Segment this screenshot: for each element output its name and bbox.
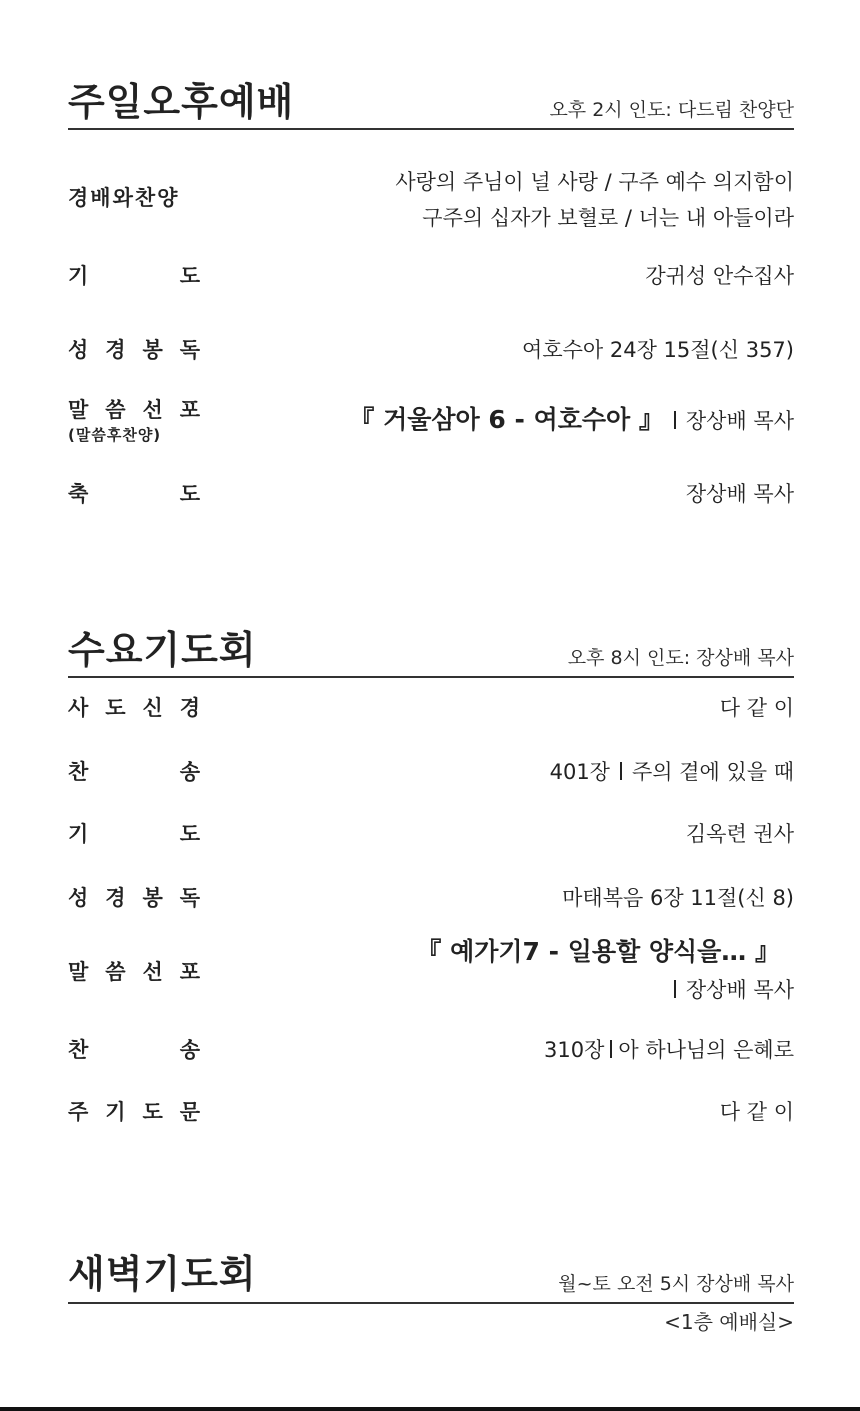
row-value: 김옥련 권사 bbox=[685, 822, 794, 846]
preacher: 장상배 목사 bbox=[685, 409, 794, 433]
row-label: 찬 송 bbox=[68, 760, 200, 784]
row-label: 기 도 bbox=[68, 264, 200, 288]
row-value: 다 같 이 bbox=[719, 1100, 794, 1124]
row-label: 찬 송 bbox=[68, 1038, 200, 1062]
hymn-title: 아 하나님의 은혜로 bbox=[618, 1038, 794, 1062]
row-label: 주 기 도 문 bbox=[68, 1100, 200, 1124]
row-label: 성 경 봉 독 bbox=[68, 886, 200, 910]
section-title: 주일오후예배 bbox=[68, 80, 295, 124]
value-line-1: 사랑의 주님이 널 사랑 / 구주 예수 의지함이 bbox=[395, 170, 794, 194]
sermon-title: 『 거울삼아 6 - 여호수아 』 bbox=[349, 405, 664, 434]
sermon-title: 『 예가기7 - 일용할 양식을… 』 bbox=[416, 937, 780, 966]
hymn-number: 310장 bbox=[543, 1038, 605, 1062]
hymn-title: 주의 곁에 있을 때 bbox=[631, 760, 794, 784]
separator bbox=[620, 762, 622, 780]
row-value: 장상배 목사 bbox=[685, 482, 794, 506]
row-label: 성 경 봉 독 bbox=[68, 338, 200, 362]
section-sunday-afternoon bbox=[68, 78, 794, 518]
row-value bbox=[416, 934, 780, 970]
hymn-number: 401장 bbox=[549, 760, 610, 784]
row-value bbox=[664, 972, 794, 1008]
separator bbox=[674, 411, 676, 429]
section-title: 수요기도회 bbox=[68, 628, 257, 672]
row-label: 말 씀 선 포 bbox=[68, 960, 200, 984]
divider bbox=[68, 128, 794, 130]
row-value bbox=[544, 1032, 794, 1068]
row-value: 다 같 이 bbox=[719, 696, 794, 720]
section-wednesday bbox=[68, 626, 794, 1146]
location: <1층 예배실> bbox=[664, 1310, 794, 1334]
row-label: 축 도 bbox=[68, 482, 200, 506]
section-info: 오후 8시 인도: 장상배 목사 bbox=[567, 647, 794, 669]
value-line-2: 구주의 십자가 보혈로 / 너는 내 아들이라 bbox=[422, 206, 794, 230]
row-value: 여호수아 24장 15절(신 357) bbox=[522, 338, 794, 362]
section-info: 월~토 오전 5시 장상배 목사 bbox=[558, 1273, 794, 1295]
row-label: 경배와찬양 bbox=[68, 186, 180, 210]
section-title: 새벽기도회 bbox=[68, 1252, 257, 1296]
divider bbox=[68, 676, 794, 678]
preacher: 장상배 목사 bbox=[685, 978, 794, 1002]
row-value: 강귀성 안수집사 bbox=[645, 264, 794, 288]
section-info: 오후 2시 인도: 다드림 찬양단 bbox=[549, 99, 794, 121]
row-value: 마태복음 6장 11절(신 8) bbox=[562, 886, 794, 910]
section-dawn bbox=[68, 1250, 794, 1350]
row-sublabel: (말씀후찬양) bbox=[68, 426, 162, 444]
row-value bbox=[550, 754, 794, 790]
page-bottom-border bbox=[0, 1407, 860, 1411]
row-label: 기 도 bbox=[68, 822, 200, 846]
separator bbox=[674, 980, 676, 998]
row-label: 말 씀 선 포 bbox=[68, 398, 200, 422]
divider bbox=[68, 1302, 794, 1304]
row-label: 사 도 신 경 bbox=[68, 696, 200, 720]
separator bbox=[610, 1040, 612, 1058]
row-value bbox=[395, 164, 794, 236]
row-value bbox=[349, 402, 794, 439]
